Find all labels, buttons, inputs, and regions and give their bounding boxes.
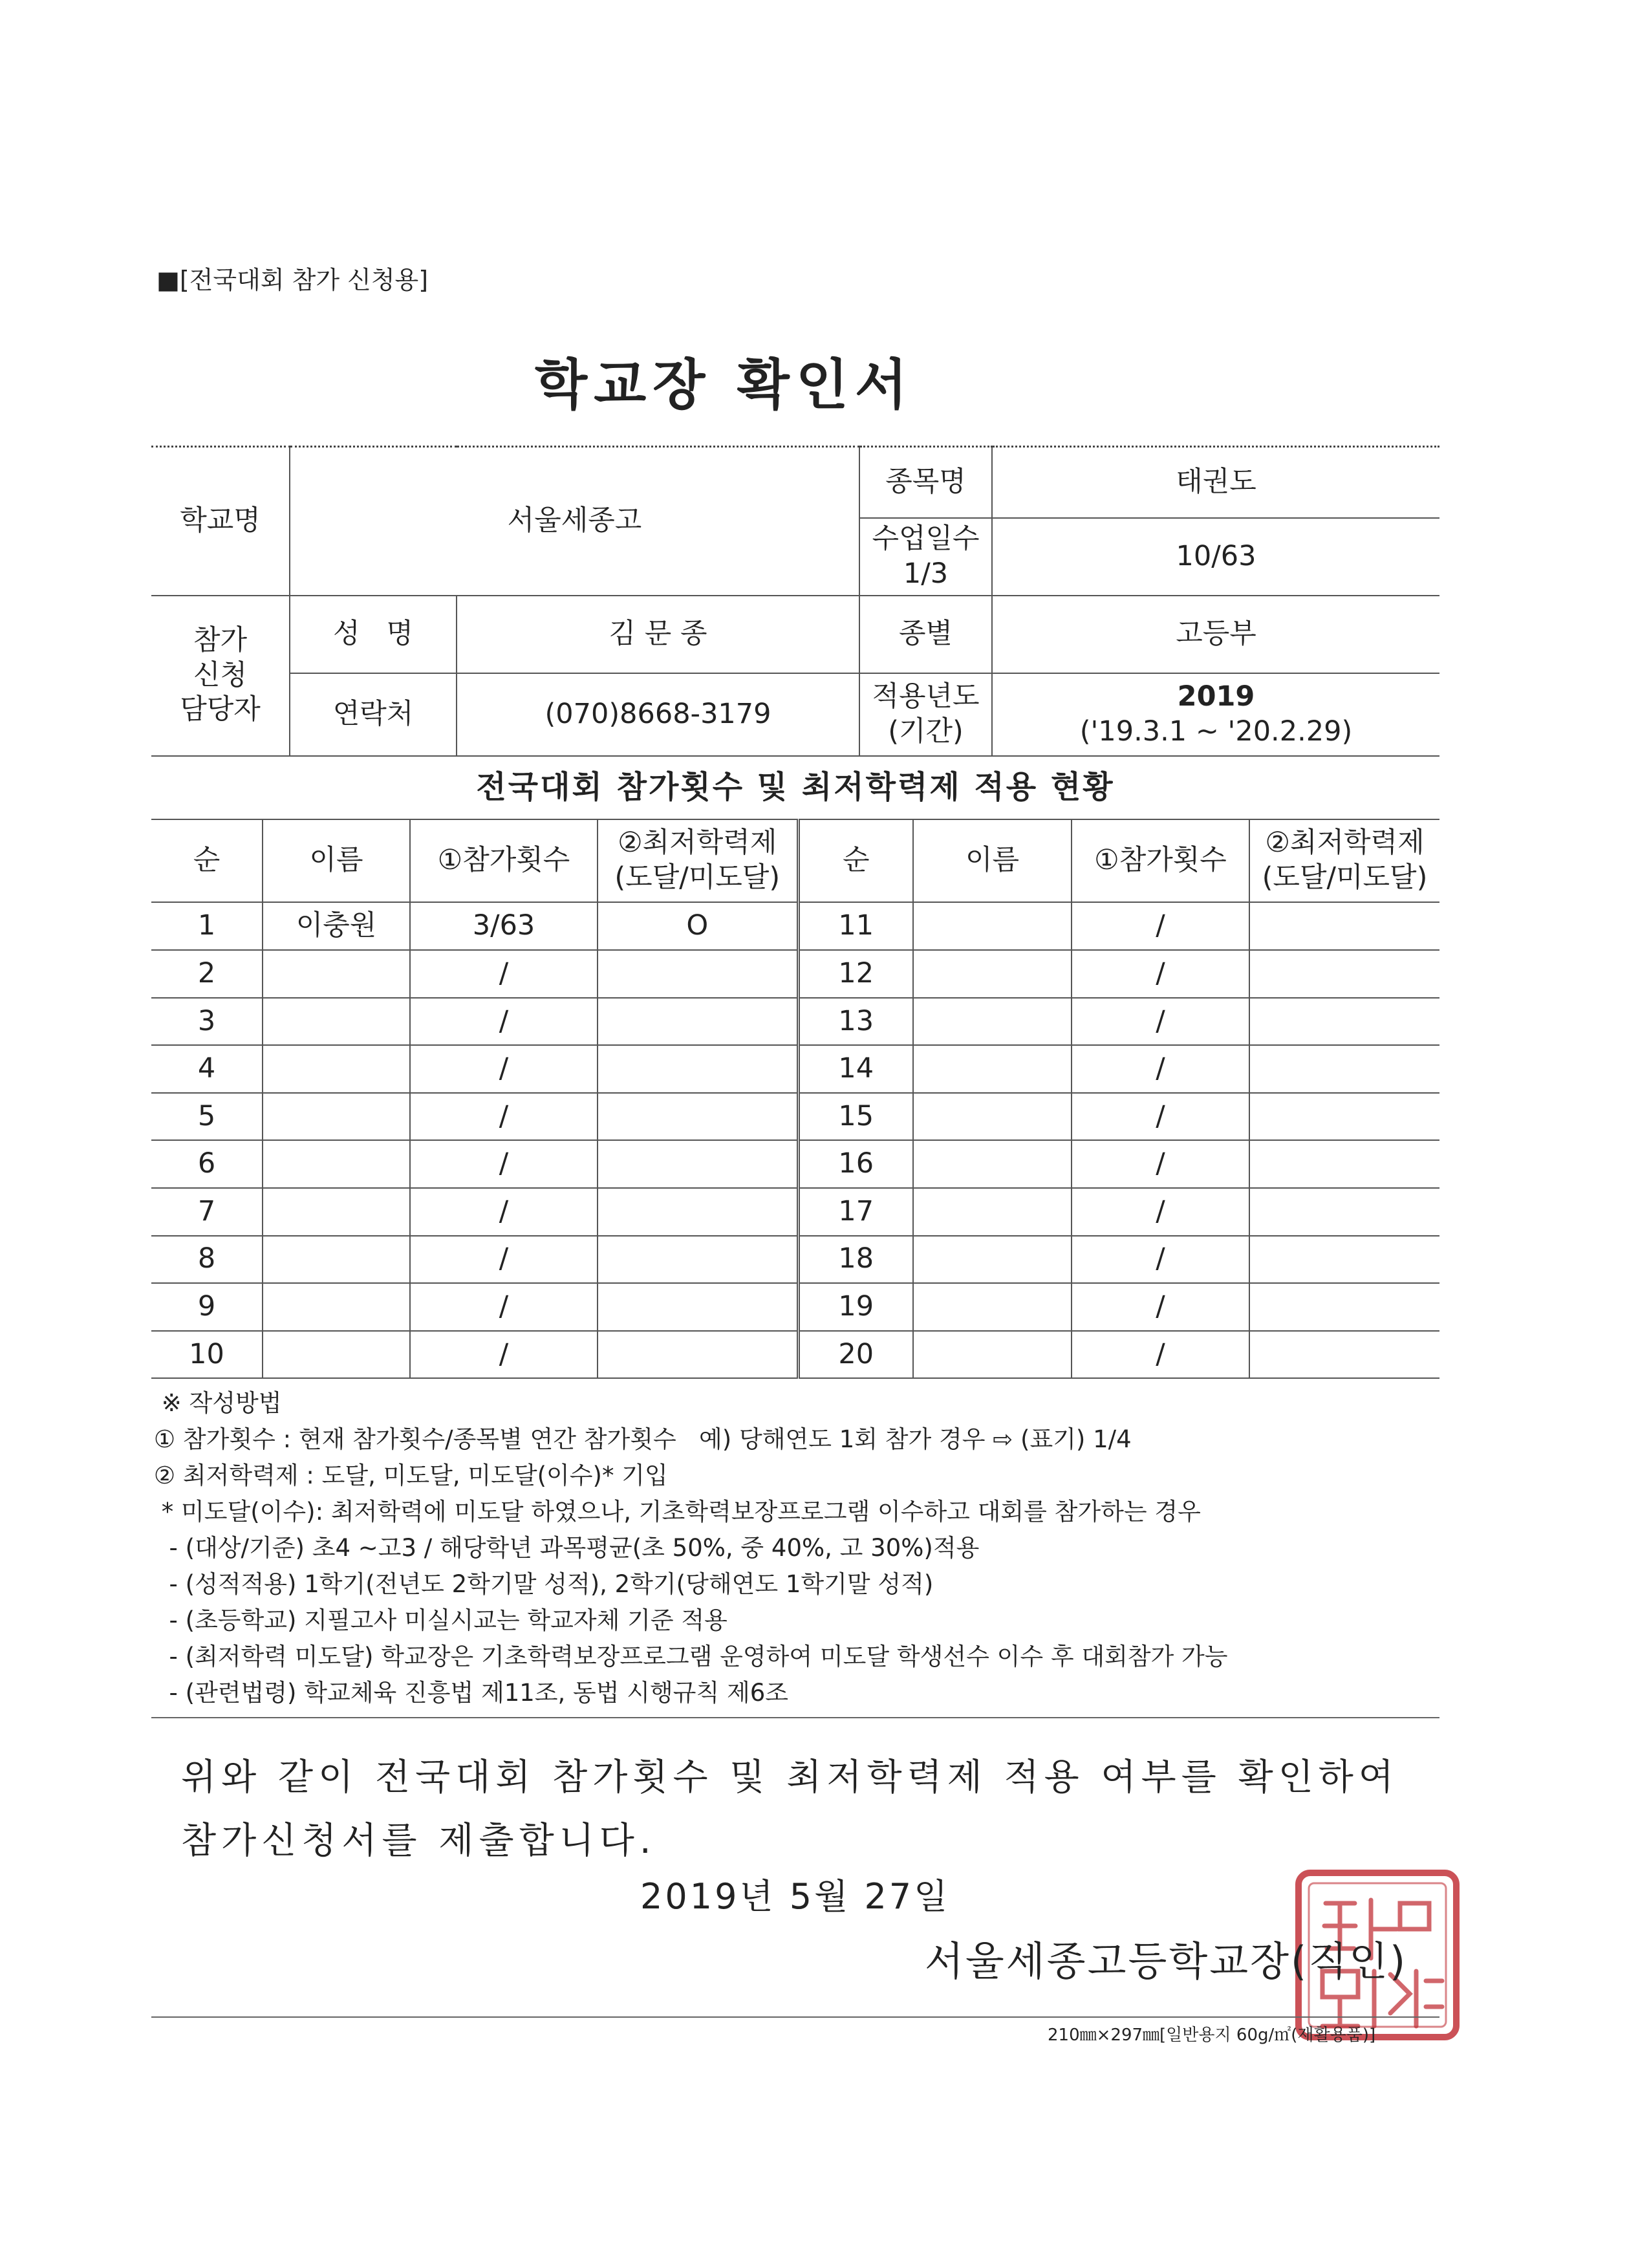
row-name bbox=[913, 1045, 1072, 1093]
header-no: 순 bbox=[798, 819, 913, 902]
header-no: 순 bbox=[151, 819, 263, 902]
table-row bbox=[151, 1283, 1439, 1331]
row-min-academic bbox=[598, 1236, 798, 1284]
row-number: 20 bbox=[798, 1331, 913, 1379]
row-min-academic bbox=[1249, 902, 1439, 950]
row-number: 13 bbox=[798, 998, 913, 1046]
table-row bbox=[151, 1236, 1439, 1284]
row-number: 7 bbox=[151, 1188, 263, 1236]
row-name bbox=[263, 1045, 410, 1093]
category-label: 종별 bbox=[859, 596, 992, 673]
table-row bbox=[151, 950, 1439, 998]
row-participation-count: / bbox=[410, 1188, 598, 1236]
row-participation-count: / bbox=[410, 950, 598, 998]
year-cell bbox=[992, 673, 1439, 756]
instruction-line: - (초등학교) 지필고사 미실시교는 학교자체 기준 적용 bbox=[154, 1606, 727, 1634]
days-value: 10/63 bbox=[992, 518, 1439, 596]
row-name bbox=[913, 1093, 1072, 1141]
row-min-academic bbox=[1249, 1140, 1439, 1188]
row-name bbox=[263, 1140, 410, 1188]
status-title: 전국대회 참가횟수 및 최저학력제 적용 현황 bbox=[476, 769, 1115, 805]
row-min-academic bbox=[598, 1045, 798, 1093]
header-min: ②최저학력제 (도달/미도달) bbox=[1249, 819, 1439, 902]
page-title: 학교장 확인서 bbox=[534, 353, 914, 416]
divider bbox=[151, 1717, 1439, 1718]
row-min-academic bbox=[1249, 1188, 1439, 1236]
row-participation-count: / bbox=[1072, 950, 1249, 998]
row-participation-count: / bbox=[410, 998, 598, 1046]
instruction-line: - (대상/기준) 초4 ~고3 / 해당학년 과목평균(초 50%, 중 40%, 고 30%)적용 bbox=[154, 1534, 980, 1562]
table-row bbox=[151, 1093, 1439, 1141]
instruction-line: - (관련법령) 학교체육 진흥법 제11조, 동법 시행규칙 제6조 bbox=[154, 1679, 789, 1707]
row-number: 5 bbox=[151, 1093, 263, 1141]
row-name bbox=[913, 1283, 1072, 1331]
table-row bbox=[151, 1188, 1439, 1236]
row-number: 12 bbox=[798, 950, 913, 998]
year-value: 2019 bbox=[1177, 680, 1255, 713]
row-name bbox=[913, 950, 1072, 998]
header-name: 이름 bbox=[913, 819, 1072, 902]
instructions bbox=[154, 1385, 1228, 1711]
status-body bbox=[151, 902, 1439, 1378]
row-min-academic bbox=[1249, 998, 1439, 1046]
instruction-line: ② 최저학력제 : 도달, 미도달, 미도달(이수)* 기입 bbox=[154, 1462, 668, 1489]
row-participation-count: / bbox=[410, 1283, 598, 1331]
row-number: 1 bbox=[151, 902, 263, 950]
event-value: 태권도 bbox=[992, 447, 1439, 518]
row-participation-count: / bbox=[1072, 998, 1249, 1046]
period-value: ('19.3.1 ~ '20.2.29) bbox=[1079, 715, 1353, 748]
principal-signature: 서울세종고등학교장(직인) bbox=[925, 1938, 1408, 1985]
year-label: 적용년도 (기간) bbox=[859, 673, 992, 756]
row-min-academic bbox=[598, 1140, 798, 1188]
row-participation-count: / bbox=[1072, 902, 1249, 950]
school-value: 서울세종고 bbox=[290, 447, 859, 596]
instruction-line: ① 참가횟수 : 현재 참가횟수/종목별 연간 참가횟수 예) 당해연도 1회 참가 경우 ⇨ (표기) 1/4 bbox=[154, 1425, 1132, 1453]
row-name bbox=[913, 1140, 1072, 1188]
row-name bbox=[913, 1331, 1072, 1379]
row-min-academic bbox=[598, 998, 798, 1046]
header-name: 이름 bbox=[263, 819, 410, 902]
row-min-academic bbox=[1249, 1331, 1439, 1379]
days-label: 수업일수 1/3 bbox=[859, 518, 992, 596]
row-participation-count: / bbox=[1072, 1188, 1249, 1236]
header-min: ②최저학력제 (도달/미도달) bbox=[598, 819, 798, 902]
row-number: 9 bbox=[151, 1283, 263, 1331]
row-participation-count: / bbox=[1072, 1283, 1249, 1331]
name-value: 김 문 종 bbox=[457, 596, 859, 673]
table-row bbox=[151, 902, 1439, 950]
row-min-academic bbox=[1249, 950, 1439, 998]
row-name bbox=[263, 1283, 410, 1331]
event-label: 종목명 bbox=[859, 447, 992, 518]
row-participation-count: / bbox=[410, 1093, 598, 1141]
status-table bbox=[151, 819, 1439, 1379]
row-name bbox=[913, 1188, 1072, 1236]
category-value: 고등부 bbox=[992, 596, 1439, 673]
row-number: 4 bbox=[151, 1045, 263, 1093]
row-number: 2 bbox=[151, 950, 263, 998]
info-table bbox=[151, 446, 1439, 757]
row-min-academic bbox=[1249, 1045, 1439, 1093]
row-number: 16 bbox=[798, 1140, 913, 1188]
instruction-line: ※ 작성방법 bbox=[154, 1389, 282, 1417]
row-number: 17 bbox=[798, 1188, 913, 1236]
row-name bbox=[913, 902, 1072, 950]
row-participation-count: / bbox=[410, 1331, 598, 1379]
school-label: 학교명 bbox=[151, 447, 290, 596]
row-number: 18 bbox=[798, 1236, 913, 1284]
applicant-label: 참가 신청 담당자 bbox=[151, 596, 290, 756]
form-tag: ■[전국대회 참가 신청용] bbox=[156, 266, 429, 294]
row-name bbox=[263, 1331, 410, 1379]
row-participation-count: / bbox=[1072, 1331, 1249, 1379]
row-min-academic: O bbox=[598, 902, 798, 950]
header-count: ①참가횟수 bbox=[1072, 819, 1249, 902]
row-number: 10 bbox=[151, 1331, 263, 1379]
row-name bbox=[913, 998, 1072, 1046]
row-participation-count: / bbox=[410, 1236, 598, 1284]
row-min-academic bbox=[1249, 1283, 1439, 1331]
row-participation-count: / bbox=[1072, 1236, 1249, 1284]
row-min-academic bbox=[598, 950, 798, 998]
row-name bbox=[263, 950, 410, 998]
instruction-line: - (성적적용) 1학기(전년도 2학기말 성적), 2학기(당해연도 1학기말 성적) bbox=[154, 1570, 934, 1598]
row-min-academic bbox=[1249, 1236, 1439, 1284]
row-name bbox=[263, 1093, 410, 1141]
row-min-academic bbox=[1249, 1093, 1439, 1141]
table-row bbox=[151, 1331, 1439, 1379]
row-participation-count: / bbox=[1072, 1140, 1249, 1188]
table-row bbox=[151, 1140, 1439, 1188]
table-row bbox=[151, 998, 1439, 1046]
row-name bbox=[913, 1236, 1072, 1284]
contact-label: 연락처 bbox=[290, 673, 457, 756]
statement-line: 참가신청서를 제출합니다. bbox=[181, 1820, 656, 1862]
row-name bbox=[263, 998, 410, 1046]
row-name bbox=[263, 1188, 410, 1236]
table-row bbox=[151, 1045, 1439, 1093]
row-name: 이충원 bbox=[263, 902, 410, 950]
row-number: 14 bbox=[798, 1045, 913, 1093]
row-participation-count: / bbox=[410, 1140, 598, 1188]
row-participation-count: / bbox=[410, 1045, 598, 1093]
instruction-line: * 미도달(이수): 최저학력에 미도달 하였으나, 기초학력보장프로그램 이수하고 대회를 참가하는 경우 bbox=[154, 1498, 1201, 1526]
row-participation-count: 3/63 bbox=[410, 902, 598, 950]
instruction-line: - (최저학력 미도달) 학교장은 기초학력보장프로그램 운영하여 미도달 학생선수 이수 후 대회참가 가능 bbox=[154, 1643, 1228, 1670]
row-number: 19 bbox=[798, 1283, 913, 1331]
row-number: 6 bbox=[151, 1140, 263, 1188]
row-min-academic bbox=[598, 1188, 798, 1236]
row-min-academic bbox=[598, 1093, 798, 1141]
contact-value: (070)8668-3179 bbox=[457, 673, 859, 756]
row-number: 3 bbox=[151, 998, 263, 1046]
statement bbox=[181, 1746, 1399, 1873]
row-number: 11 bbox=[798, 902, 913, 950]
row-name bbox=[263, 1236, 410, 1284]
row-min-academic bbox=[598, 1331, 798, 1379]
row-participation-count: / bbox=[1072, 1045, 1249, 1093]
name-label: 성 명 bbox=[290, 596, 457, 673]
divider bbox=[151, 2016, 1439, 2018]
row-participation-count: / bbox=[1072, 1093, 1249, 1141]
row-number: 8 bbox=[151, 1236, 263, 1284]
paper-spec: 210㎜×297㎜[일반용지 60g/㎡(재활용품)] bbox=[1048, 2025, 1376, 2045]
header-count: ①참가횟수 bbox=[410, 819, 598, 902]
statement-line: 위와 같이 전국대회 참가횟수 및 최저학력제 적용 여부를 확인하여 bbox=[181, 1756, 1399, 1798]
row-number: 15 bbox=[798, 1093, 913, 1141]
issue-date: 2019년 5월 27일 bbox=[640, 1876, 951, 1917]
row-min-academic bbox=[598, 1283, 798, 1331]
